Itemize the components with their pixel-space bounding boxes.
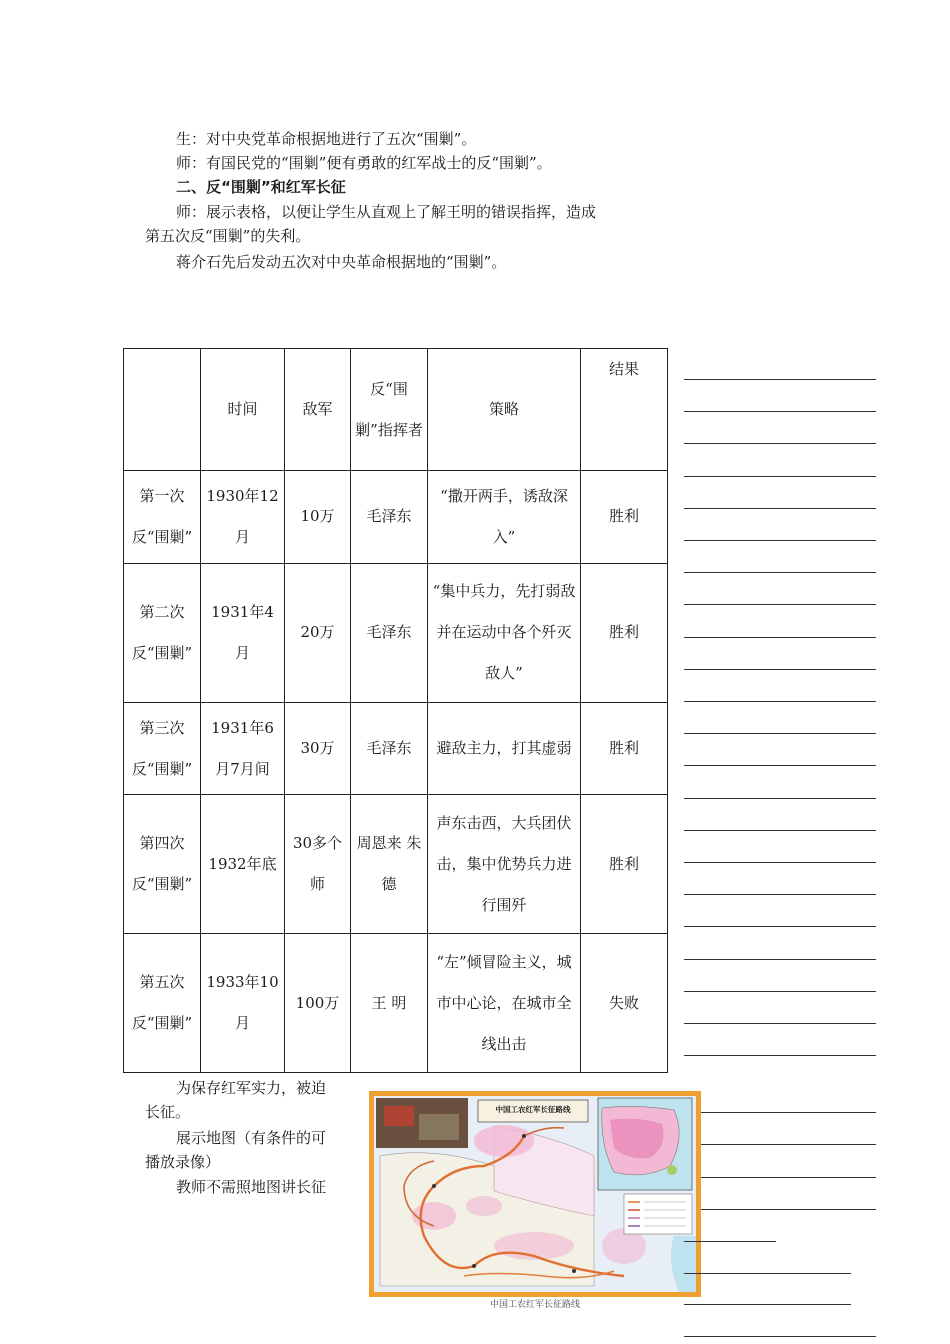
table-cell: 100万 (285, 934, 351, 1073)
text-long-march-a: 为保存红军实力，被迫 (176, 1079, 327, 1097)
text-teacher-note: 教师不需照地图讲长征 (176, 1178, 327, 1196)
text-show-map-a: 展示地图（有条件的可 (176, 1129, 327, 1147)
table-cell: “左”倾冒险主义，城市中心论，在城市全线出击 (428, 934, 581, 1073)
note-line (701, 1177, 876, 1178)
table-cell: 10万 (285, 471, 351, 564)
table-cell: 1933年10月 (201, 934, 285, 1073)
note-line (684, 894, 876, 895)
note-line (684, 959, 876, 960)
map-caption: 中国工农红军长征路线 (489, 1300, 580, 1310)
note-line (684, 443, 876, 444)
header-cell: 反“围剿”指挥者 (351, 349, 428, 471)
text-teacher-table-a: 师：展示表格，以便让学生从直观上了解王明的错误指挥，造成 (176, 203, 597, 221)
table-row (124, 795, 668, 934)
note-line (684, 572, 876, 573)
note-line (684, 411, 876, 412)
long-march-map (369, 1091, 701, 1297)
note-line (684, 798, 876, 799)
note-line (684, 1023, 876, 1024)
note-line (701, 1112, 876, 1113)
table-cell: 声东击西，大兵团伏击，集中优势兵力进行围歼 (428, 795, 581, 934)
map-title: 中国工农红军长征路线 (495, 1105, 571, 1114)
note-line (684, 604, 876, 605)
header-cell: 结果 (581, 349, 668, 471)
table-row (124, 563, 668, 702)
campaign-table (123, 348, 668, 1073)
table-cell: 胜利 (581, 471, 668, 564)
note-line (684, 926, 876, 927)
table-cell: 失败 (581, 934, 668, 1073)
note-line (684, 991, 876, 992)
note-line (684, 476, 876, 477)
table-row (124, 934, 668, 1073)
note-line (684, 1241, 776, 1242)
table-cell: 周恩来 朱 德 (351, 795, 428, 934)
map-legend (624, 1194, 692, 1234)
note-line (684, 733, 876, 734)
header-cell: 敌军 (285, 349, 351, 471)
note-line (684, 701, 876, 702)
table-cell: 1932年底 (201, 795, 285, 934)
table-header-row (124, 349, 668, 471)
note-line (684, 830, 876, 831)
table-cell: 第四次反“围剿” (124, 795, 201, 934)
note-line (684, 1336, 876, 1337)
table-cell: 毛泽东 (351, 702, 428, 795)
note-line (701, 1144, 876, 1145)
header-cell: 策略 (428, 349, 581, 471)
note-line (684, 637, 876, 638)
table-cell: 1930年12月 (201, 471, 285, 564)
table-cell: 1931年6月7月间 (201, 702, 285, 795)
table-cell: 第一次反“围剿” (124, 471, 201, 564)
note-line (684, 540, 876, 541)
table-cell: 胜利 (581, 795, 668, 934)
table-row (124, 471, 668, 564)
table-cell: 毛泽东 (351, 563, 428, 702)
text-long-march-b: 长征。 (145, 1103, 191, 1121)
table-cell: 30多个师 (285, 795, 351, 934)
note-line (701, 1209, 876, 1210)
note-line (684, 765, 876, 766)
map-graphic (374, 1096, 696, 1292)
header-cell: 时间 (201, 349, 285, 471)
text-teacher-remark: 师：有国民党的“围剿”便有勇敢的红军战士的反“围剿”。 (176, 154, 552, 172)
note-line (684, 379, 876, 380)
table-cell: 胜利 (581, 702, 668, 795)
table-cell: 第三次反“围剿” (124, 702, 201, 795)
table-cell: 20万 (285, 563, 351, 702)
note-line (684, 1055, 876, 1056)
note-line (684, 508, 876, 509)
table-cell: 胜利 (581, 563, 668, 702)
text-teacher-table-b: 第五次反“围剿”的失利。 (145, 227, 311, 245)
table-cell: “撒开两手，诱敌深入” (428, 471, 581, 564)
table-cell: 第五次反“围剿” (124, 934, 201, 1073)
note-line (684, 1304, 851, 1305)
table-cell: 第二次反“围剿” (124, 563, 201, 702)
table-cell: 王 明 (351, 934, 428, 1073)
note-line (684, 862, 876, 863)
note-line (684, 1273, 851, 1274)
table-cell: 毛泽东 (351, 471, 428, 564)
table-cell: 避敌主力，打其虚弱 (428, 702, 581, 795)
text-show-map-b: 播放录像） (145, 1153, 221, 1171)
text-student-answer: 生：对中央党革命根据地进行了五次“围剿”。 (176, 130, 477, 148)
section-heading: 二、反“围剿”和红军长征 (176, 178, 346, 196)
table-row (124, 702, 668, 795)
table-cell: 1931年4月 (201, 563, 285, 702)
header-cell (124, 349, 201, 471)
text-chiang-campaigns: 蒋介石先后发动五次对中央革命根据地的“围剿”。 (176, 253, 507, 271)
table-cell: 30万 (285, 702, 351, 795)
table-cell: “集中兵力，先打弱敌并在运动中各个歼灭敌人” (428, 563, 581, 702)
note-line (684, 669, 876, 670)
